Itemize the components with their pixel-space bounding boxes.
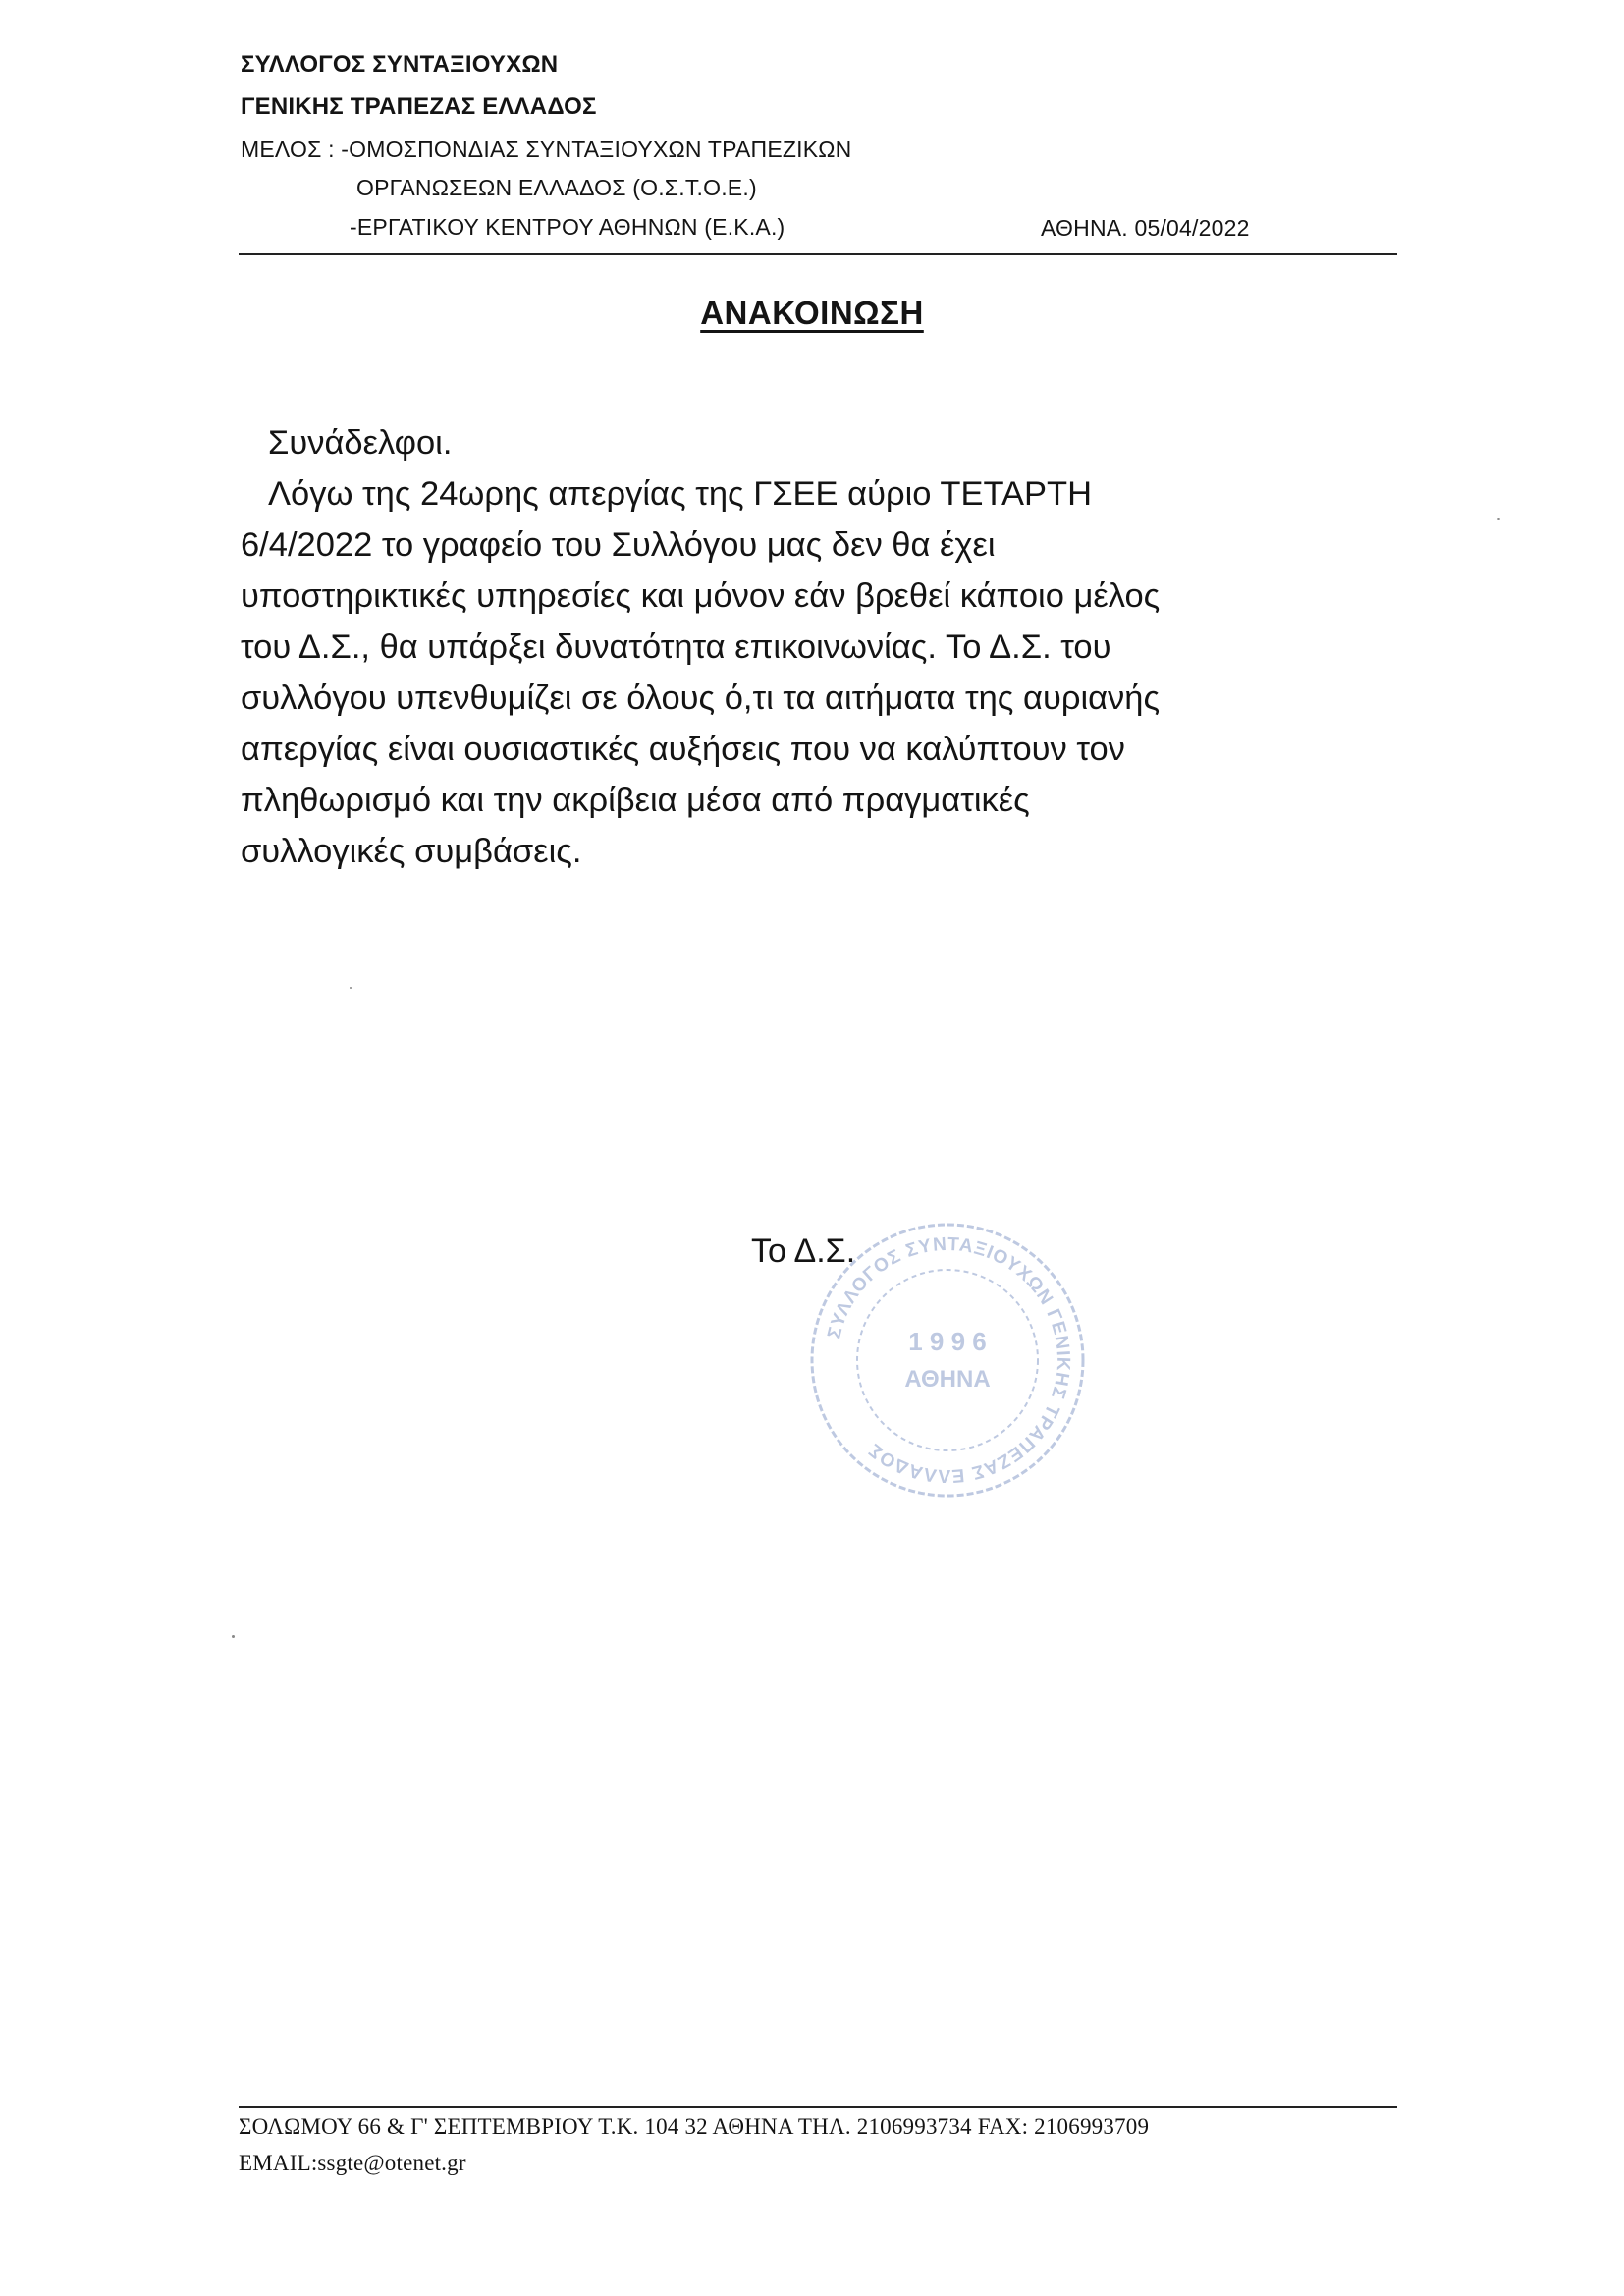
stamp-inner-ring bbox=[857, 1270, 1038, 1450]
org-name-line-2: ΓΕΝΙΚΗΣ ΤΡΑΠΕΖΑΣ ΕΛΛΑΔΟΣ bbox=[241, 93, 597, 120]
header-divider bbox=[239, 253, 1397, 255]
stamp-outer-ring bbox=[812, 1225, 1083, 1496]
stamp-year: 1 9 9 6 bbox=[908, 1327, 987, 1356]
membership-line-3: -ΕΡΓΑΤΙΚΟΥ ΚΕΝΤΡΟΥ ΑΘΗΝΩΝ (Ε.Κ.Α.) bbox=[350, 214, 785, 240]
greeting: Συνάδελφοι. bbox=[268, 424, 453, 462]
announcement-body bbox=[241, 417, 1399, 877]
body-line: συλλόγου υπενθυμίζει σε όλους ό,τι τα αιτήματα της αυριανής bbox=[241, 680, 1161, 717]
stamp-city: ΑΘΗΝΑ bbox=[904, 1366, 991, 1393]
footer-email: EMAIL:ssgte@otenet.gr bbox=[239, 2151, 466, 2175]
membership-line-1: ΜΕΛΟΣ : -ΟΜΟΣΠΟΝΔΙΑΣ ΣΥΝΤΑΞΙΟΥΧΩΝ ΤΡΑΠΕΖΙΚΩΝ bbox=[241, 137, 852, 162]
footer-divider bbox=[239, 2106, 1397, 2108]
body-line: απεργίας είναι ουσιαστικές αυξήσεις που να καλύπτουν τον bbox=[241, 731, 1125, 768]
body-line: 6/4/2022 το γραφείο του Συλλόγου μας δεν θα έχει bbox=[241, 526, 996, 564]
org-name-line-1: ΣΥΛΛΟΓΟΣ ΣΥΝΤΑΞΙΟΥΧΩΝ bbox=[241, 51, 559, 78]
scan-speck bbox=[232, 1635, 235, 1638]
membership-line-2: ΟΡΓΑΝΩΣΕΩΝ ΕΛΛΑΔΟΣ (Ο.Σ.Τ.Ο.Ε.) bbox=[356, 175, 757, 200]
document-title: ΑΝΑΚΟΙΝΩΣΗ bbox=[700, 295, 924, 331]
stamp-ring-text: ΣΥΛΛΟΓΟΣ ΣΥΝΤΑΞΙΟΥΧΩΝ ΓΕΝΙΚΗΣ ΤΡΑΠΕΖΑΣ ΕΛΛΑΔΟΣ bbox=[824, 1233, 1074, 1487]
footer-address: ΣΟΛΩΜΟΥ 66 & Γ' ΣΕΠΤΕΜΒΡΙΟΥ Τ.Κ. 104 32 ΑΘΗΝΑ ΤΗΛ. 2106993734 FAX: 2106993709 bbox=[239, 2114, 1150, 2139]
body-line: του Δ.Σ., θα υπάρξει δυνατότητα επικοινωνίας. Το Δ.Σ. του bbox=[241, 629, 1111, 666]
organization-stamp bbox=[805, 1218, 1090, 1503]
body-line: συλλογικές συμβάσεις. bbox=[241, 833, 582, 870]
scan-speck bbox=[1497, 518, 1500, 520]
body-line: υποστηρικτικές υπηρεσίες και μόνον εάν βρεθεί κάποιο μέλος bbox=[241, 577, 1161, 615]
scan-speck bbox=[350, 987, 352, 989]
body-line: Λόγω της 24ωρης απεργίας της ΓΣΕΕ αύριο ΤΕΤΑΡΤΗ bbox=[268, 475, 1093, 513]
body-line: πληθωρισμό και την ακρίβεια μέσα από πραγματικές bbox=[241, 782, 1030, 819]
document-date: ΑΘΗΝΑ. 05/04/2022 bbox=[1041, 215, 1250, 241]
signature-line: Το Δ.Σ. bbox=[751, 1232, 856, 1270]
